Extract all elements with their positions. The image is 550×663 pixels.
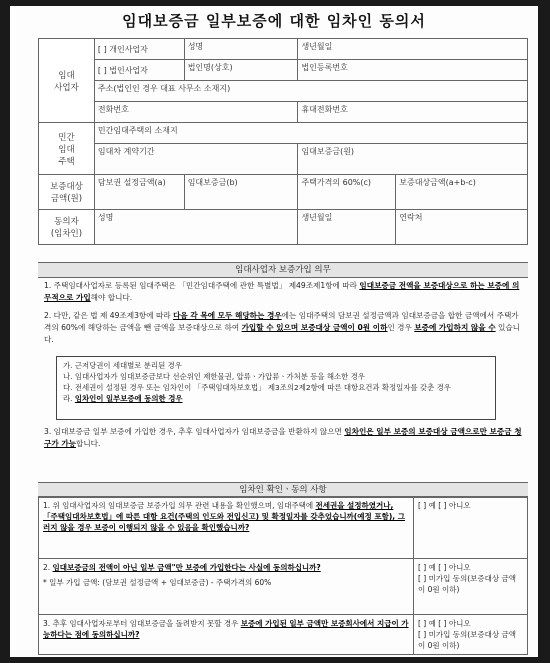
confirm-option-1[interactable]: [ ] 예 [ ] 아니오 [414, 497, 528, 559]
amount-d-field[interactable]: 보증대상금액(a+b-c) [396, 175, 528, 210]
lessor-label: 임대 사업자 [39, 39, 95, 123]
consent-form-page [10, 6, 538, 657]
conditions-box [56, 356, 496, 420]
confirm-options-3 [414, 615, 528, 655]
amount-c-field[interactable]: 주택가격의 60%(c) [298, 175, 396, 210]
amount-label: 보증대상 금액(원) [39, 175, 95, 210]
tenant-birth-field[interactable]: 생년월일 [298, 210, 396, 245]
confirm-option-3-yesno[interactable]: [ ] 예 [ ] 아니오 [418, 619, 471, 628]
corporate-checkbox[interactable]: [ ] 법인사업자 [94, 60, 184, 81]
tenant-contact-field[interactable]: 연락처 [396, 210, 528, 245]
confirm-option-2-skip[interactable]: [ ] 미가입 동의(보증대상 금액이 0원 이하) [418, 574, 517, 594]
condition-ra: 라. 임차인이 일부보증에 동의한 경우 [63, 394, 183, 403]
corp-name-field[interactable]: 법인명(상호) [184, 60, 298, 81]
lessor-birth-field[interactable]: 생년월일 [298, 39, 528, 60]
individual-checkbox[interactable]: [ ] 개인사업자 [94, 39, 184, 60]
lessor-mobile-field[interactable]: 휴대전화번호 [298, 102, 528, 123]
amount-b-field[interactable]: 임대보증금(b) [184, 175, 298, 210]
confirm-option-2-yesno[interactable]: [ ] 예 [ ] 아니오 [418, 563, 471, 572]
lessor-name-field[interactable]: 성명 [184, 39, 298, 60]
amount-a-field[interactable]: 담보권 설정금액(a) [94, 175, 184, 210]
form-title: 임대보증금 일부보증에 대한 임차인 동의서 [122, 12, 426, 30]
confirm-question-1: 1. 위 임대사업자의 임대보증금 보증가입 의무 관련 내용을 확인했으며, 임대주택에 전세권을 설정하였거나, 「주택임대차보호법」에 따른 대항 요건(주택의 인도와 전입신고) 및 확정일자를 갖추었습니까(예정 포함), 그러지 않을 경우 보증이 이행되지 않을 수 있음을 확인했습니까? [39, 497, 414, 559]
duty-paragraph-1: 1. 주택임대사업자로 등록된 임대주택은 「민간임대주택에 관한 특별법」 제49조제1항에 따라 임대보증금 전액을 보증대상으로 하는 보증에 의무적으로 가입해야 합니다. [44, 281, 520, 302]
tenant-label: 동의자 (임차인) [39, 210, 95, 245]
duty-paragraph-2: 2. 다만, 같은 법 제 49조제3항에 따라 다음 각 목에 모두 해당하는 경우에는 임대주택의 담보권 설정금액과 임대보증금을 합한 금액에서 주택가격의 60%에 해당하는 금액을 뺀 금액을 보증대상으로 하여 가입할 수 있으며 보증대상 금액이 0원 이하인 경우 보증에 가입하지 않을 수 있습니다. [44, 311, 520, 344]
tenant-name-field[interactable]: 성명 [94, 210, 298, 245]
duty-section-header: 임대사업자 보증가입 의무 [38, 262, 528, 278]
housing-label: 민간 임대 주택 [39, 123, 95, 175]
lease-period-field[interactable]: 임대차 계약기간 [94, 144, 298, 175]
confirm-question-3: 3. 추후 임대사업자로부터 임대보증금을 돌려받지 못할 경우 보증에 가입된 일부 금액만 보증회사에서 지급이 가능하다는 점에 동의하십니까? [39, 615, 414, 655]
duty-paragraph-3: 3. 임대보증금 일부 보증에 가입한 경우, 추후 임대사업자가 임대보증금을 반환하지 않으면 임차인은 일부 보증의 보증대상 금액으로만 보증금 청구가 가능합니다. [44, 427, 522, 448]
housing-location-field[interactable]: 민간임대주택의 소재지 [94, 123, 527, 144]
confirm-section-header: 임차인 확인ㆍ동의 사항 [38, 482, 528, 498]
confirm-question-2: 2. 임대보증금의 전액이 아닌 일부 금액"만 보증에 가입한다는 사실에 동의하십니까? * 일부 가입 금액: (담보권 설정금액 + 임대보증금) - 주택가격의 60% [39, 559, 414, 615]
housing-deposit-field[interactable]: 임대보증금(원) [298, 144, 528, 175]
lessor-address-field[interactable]: 주소(법인인 경우 대표 사무소 소재지) [94, 81, 527, 102]
partial-amount-note: * 일부 가입 금액: (담보권 설정금액 + 임대보증금) - 주택가격의 60% [43, 578, 272, 587]
confirm-option-3-skip[interactable]: [ ] 미가입 동의(보증대상 금액이 0원 이하) [418, 630, 517, 650]
condition-ga: 가. 근저당권이 세대별로 분리된 경우 [63, 361, 182, 370]
lessor-phone-field[interactable]: 전화번호 [94, 102, 298, 123]
condition-da: 다. 전세권이 설정된 경우 또는 임차인이 「주택임대차보호법」 제3조의2제2항에 따른 대항요건과 확정일자를 갖춘 경우 [63, 383, 451, 392]
condition-na: 나. 임대사업자가 임대보증금보다 선순위인 제한물권, 압류ㆍ가압류ㆍ가처분 등을 해소한 경우 [63, 372, 365, 381]
corp-no-field[interactable]: 법인등록번호 [298, 60, 528, 81]
info-table [38, 38, 528, 245]
confirm-options-2 [414, 559, 528, 615]
confirm-table [38, 496, 528, 655]
